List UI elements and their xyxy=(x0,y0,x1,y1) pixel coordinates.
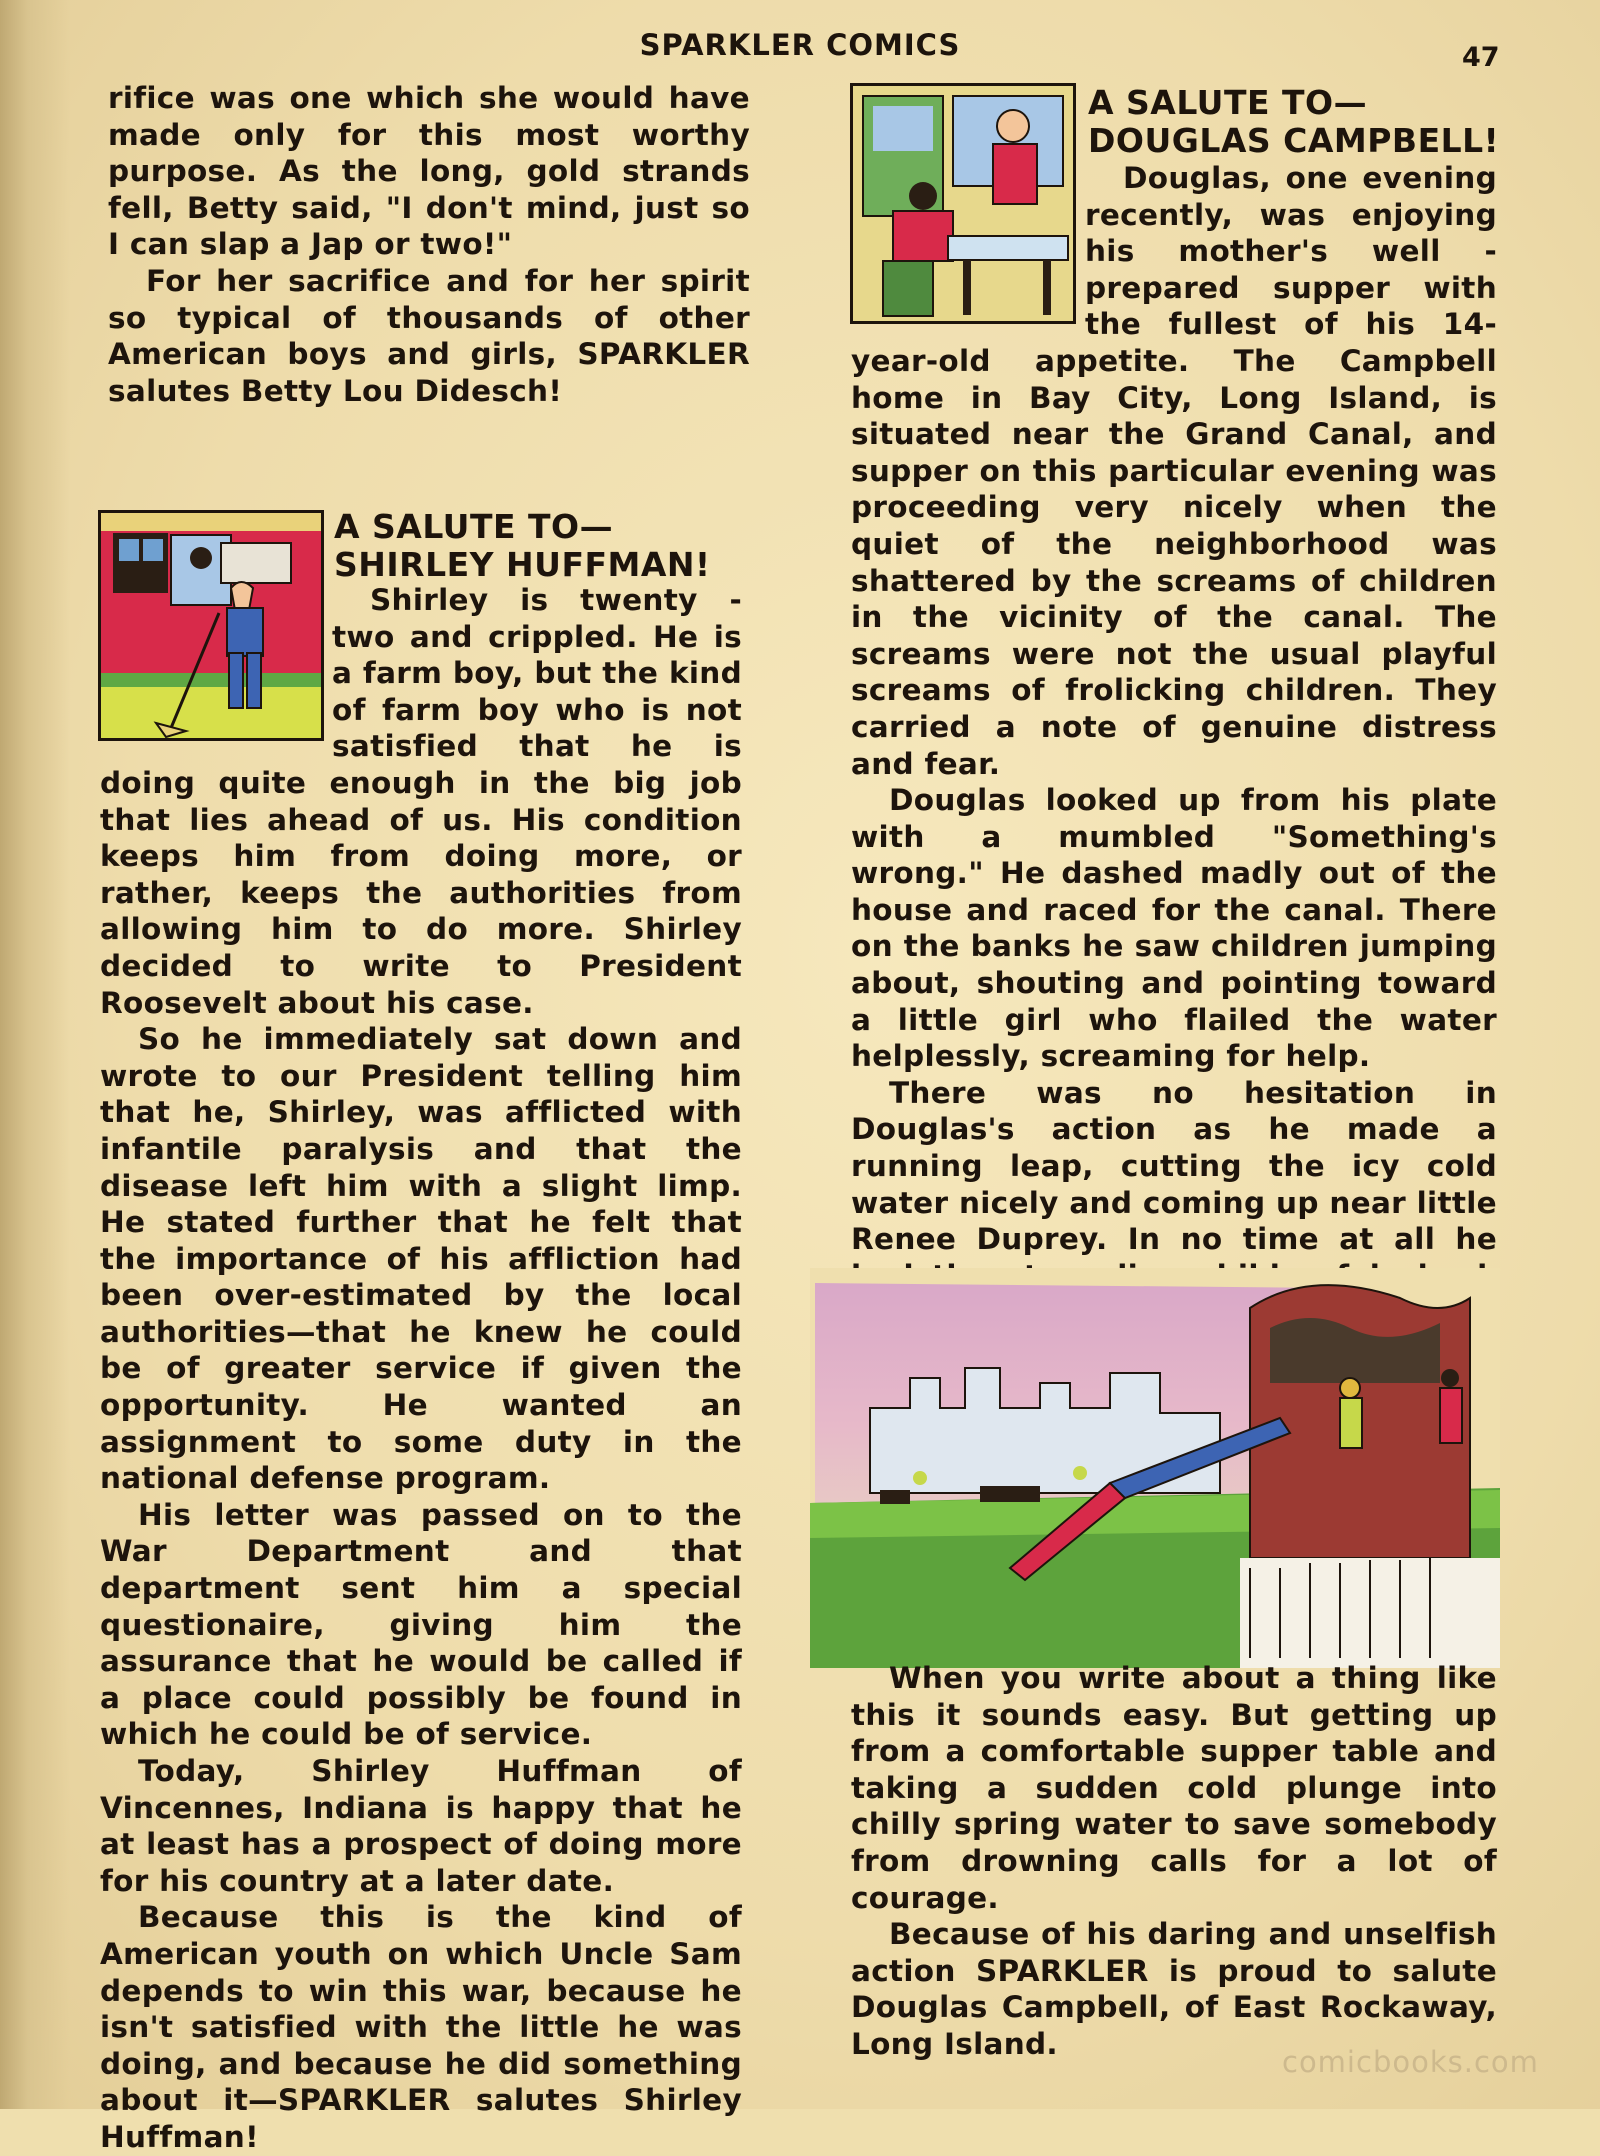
shirley-heading xyxy=(334,508,754,584)
paragraph: When you write about a thing like this it sounds easy. But getting up from a comfortable supper table and taking a sudden cold plunge into chilly spring water to save somebody from drowning calls for a lot of courage. xyxy=(851,1661,1497,1915)
heading-line: DOUGLAS CAMPBELL! xyxy=(1088,121,1500,160)
douglas-heading xyxy=(1088,84,1508,160)
heading-line: A SALUTE TO— xyxy=(334,507,614,546)
paragraph: There was no hesitation in Douglas's action as he made a running leap, cutting the icy cold water nicely and coming up near little Renee Duprey. In no time at all he xyxy=(851,1075,1497,1257)
paragraph: Today, Shirley Huffman of Vincennes, Indiana is happy that he at least has a prospect of doing more for his country at a later date. xyxy=(100,1754,742,1898)
page-binding-shadow xyxy=(0,0,70,2109)
rescue-illustration xyxy=(810,1268,1500,1668)
paragraph: Shirley is twenty - two and crippled. He is a farm boy, but the kind of farm boy who is not satisfied that he is doing quite enough in the big job that lies ahead of us. His condition keeps him from doing more, or rather, keeps the authorities from allowing him to do more. Shirley decided to write to President Roosevelt about his case. xyxy=(100,583,742,1020)
paragraph: So he immediately sat down and wrote to our President telling him that he, Shirley, was afflicted with infantile paralysis and that the disease left him with a slight limp. He stated further that he felt that the importance of his affliction had been over-estimated by the local authorities—that he knew he could be of greater service if given the opportunity. He wanted an assignment to some duty in the national defense program. xyxy=(100,1022,742,1496)
paragraph: His letter was passed on to the War Department and that department sent him a special questionaire, giving him the assurance that he would be called if a place could possibly be found in which he could be of service. xyxy=(100,1497,742,1752)
page-header: SPARKLER COMICS xyxy=(639,28,961,62)
paragraph: For her sacrifice and for her spirit so typical of thousands of other American boys and girls, SPARKLER salutes Betty Lou Didesch! xyxy=(108,263,750,408)
canal-rescue-drawing xyxy=(810,1268,1500,1668)
heading-line: A SALUTE TO— xyxy=(1088,83,1368,122)
site-watermark: comicbooks.com xyxy=(1282,2045,1539,2079)
paragraph: Because this is the kind of American youth on which Uncle Sam depends to win this war, because he isn't satisfied with the little he was doing, and because he did something about it—SPARKLER salutes Shirley Huffman! xyxy=(100,1900,742,2154)
paragraph: Douglas, one evening recently, was enjoying his mother's well - prepared supper with the fullest of his 14-year-old appetite. The Campbell home in Bay City, Long Island, is situated near the Grand Canal, and supper on this particular evening was proceeding very nicely when the quiet of the neighborhood was shattered by the screams of children in the vicinity of the canal. The screams were not the usual playful screams of frolicking children. They carried a note of genuine distress and fear. xyxy=(851,161,1497,781)
paragraph: Because of his daring and unselfish action SPARKLER is proud to salute Douglas Campbell, of East Rockaway, Long Island. xyxy=(851,1917,1497,2061)
paragraph: Douglas looked up from his plate with a mumbled "Something's wrong." He dashed madly out of the house and raced for the canal. There on the banks he saw children jumping about, shouting and pointing toward a little girl who flailed the water helplessly, screaming for help. xyxy=(851,783,1497,1074)
heading-line: SHIRLEY HUFFMAN! xyxy=(334,545,711,584)
paragraph: rifice was one which she would have made only for this most worthy purpose. As the long, gold strands fell, Betty said, "I don't mind, just so I can slap a Jap or two!" xyxy=(108,81,750,262)
douglas-article xyxy=(851,160,1497,1404)
shirley-article xyxy=(100,582,742,2156)
betty-article-end xyxy=(108,80,750,409)
douglas-article-closing xyxy=(851,1660,1497,2063)
page-number: 47 xyxy=(1462,42,1500,73)
panel-spacer xyxy=(851,160,1085,325)
panel-spacer xyxy=(100,582,332,742)
